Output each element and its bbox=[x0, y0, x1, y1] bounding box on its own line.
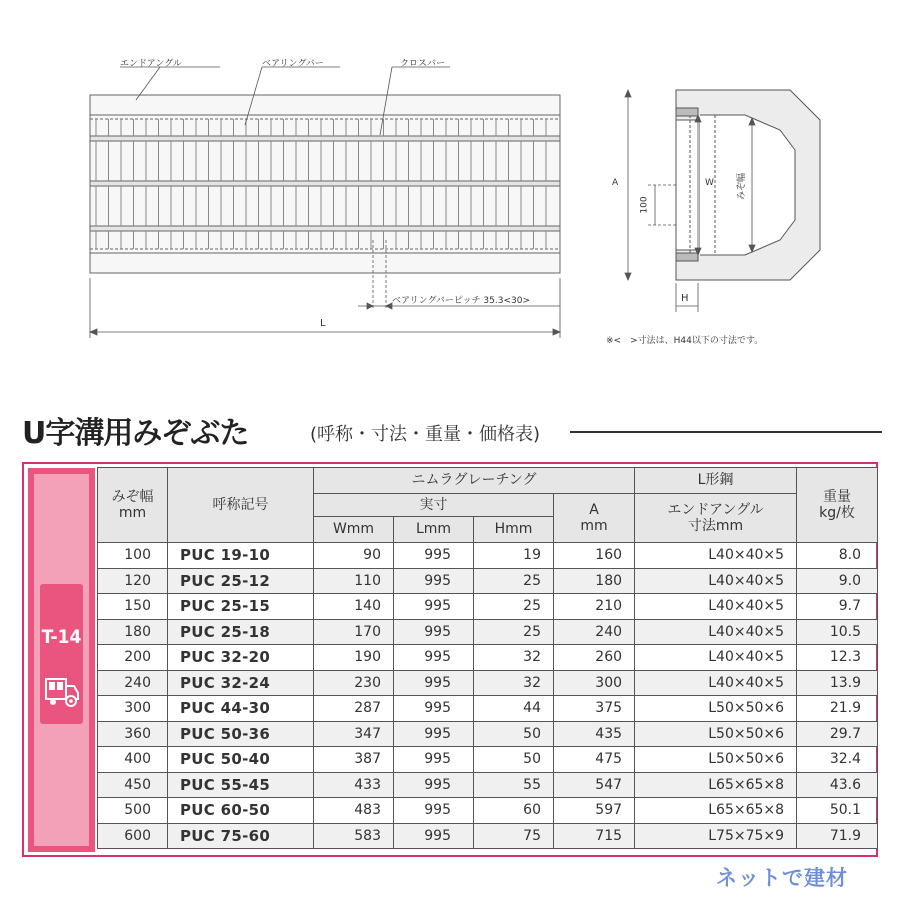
label-bearing-bar: ベアリングバー bbox=[262, 59, 324, 69]
cell-width: 240 bbox=[98, 670, 168, 696]
cell-l: 995 bbox=[394, 747, 474, 773]
table-body bbox=[98, 543, 878, 849]
cell-angle: L40×40×5 bbox=[635, 568, 797, 594]
cell-w: 230 bbox=[314, 670, 394, 696]
cell-a: 375 bbox=[554, 696, 635, 722]
cell-code: PUC 25-12 bbox=[168, 568, 314, 594]
cell-h: 32 bbox=[474, 670, 554, 696]
cell-h: 75 bbox=[474, 823, 554, 849]
truck-icon bbox=[44, 676, 80, 708]
cell-code: PUC 60-50 bbox=[168, 798, 314, 824]
cell-width: 400 bbox=[98, 747, 168, 773]
cell-l: 995 bbox=[394, 772, 474, 798]
table-row bbox=[98, 823, 878, 849]
label-a: A bbox=[612, 178, 619, 188]
cell-a: 260 bbox=[554, 645, 635, 671]
cell-code: PUC 32-20 bbox=[168, 645, 314, 671]
cell-width: 150 bbox=[98, 594, 168, 620]
cell-code: PUC 19-10 bbox=[168, 543, 314, 569]
cell-l: 995 bbox=[394, 696, 474, 722]
cell-kg: 32.4 bbox=[797, 747, 878, 773]
cell-l: 995 bbox=[394, 798, 474, 824]
cell-code: PUC 25-18 bbox=[168, 619, 314, 645]
cell-kg: 21.9 bbox=[797, 696, 878, 722]
cell-code: PUC 50-40 bbox=[168, 747, 314, 773]
header-code: 呼称記号 bbox=[168, 468, 314, 543]
cell-angle: L65×65×8 bbox=[635, 798, 797, 824]
cell-l: 995 bbox=[394, 543, 474, 569]
cell-width: 180 bbox=[98, 619, 168, 645]
label-h: H bbox=[681, 293, 689, 304]
cell-a: 180 bbox=[554, 568, 635, 594]
label-pitch: ベアリングバーピッチ 35.3<30> bbox=[392, 296, 530, 306]
header-mizohaba bbox=[98, 468, 168, 543]
page-subtitle: (呼称・寸法・重量・価格表) bbox=[310, 424, 541, 445]
table-row bbox=[98, 645, 878, 671]
cell-h: 25 bbox=[474, 619, 554, 645]
category-tab bbox=[28, 468, 95, 852]
cell-h: 32 bbox=[474, 645, 554, 671]
technical-drawing bbox=[0, 0, 900, 380]
cell-kg: 29.7 bbox=[797, 721, 878, 747]
table-row bbox=[98, 772, 878, 798]
table-row bbox=[98, 747, 878, 773]
header-end-angle-unit: 寸法mm bbox=[687, 518, 744, 534]
cell-angle: L75×75×9 bbox=[635, 823, 797, 849]
header-weight-label: 重量 bbox=[823, 488, 852, 505]
plan-view bbox=[90, 95, 560, 273]
cell-a: 210 bbox=[554, 594, 635, 620]
cell-kg: 9.7 bbox=[797, 594, 878, 620]
header-a-label: A bbox=[589, 501, 599, 518]
cell-width: 360 bbox=[98, 721, 168, 747]
cell-l: 995 bbox=[394, 594, 474, 620]
header-end-angle-label: エンドアングル bbox=[667, 501, 764, 518]
cell-a: 300 bbox=[554, 670, 635, 696]
cell-w: 387 bbox=[314, 747, 394, 773]
header-a bbox=[554, 494, 635, 543]
header-w: Wmm bbox=[314, 517, 394, 543]
cell-kg: 13.9 bbox=[797, 670, 878, 696]
label-length: L bbox=[320, 318, 326, 329]
cell-w: 170 bbox=[314, 619, 394, 645]
cell-width: 300 bbox=[98, 696, 168, 722]
spec-table bbox=[97, 467, 878, 849]
cell-angle: L40×40×5 bbox=[635, 543, 797, 569]
cell-a: 435 bbox=[554, 721, 635, 747]
cell-width: 200 bbox=[98, 645, 168, 671]
table-row bbox=[98, 721, 878, 747]
length-dimension bbox=[90, 278, 560, 338]
cell-h: 50 bbox=[474, 747, 554, 773]
cell-a: 240 bbox=[554, 619, 635, 645]
cell-angle: L50×50×6 bbox=[635, 747, 797, 773]
label-w: W bbox=[705, 178, 714, 188]
cell-w: 190 bbox=[314, 645, 394, 671]
header-h: Hmm bbox=[474, 517, 554, 543]
cell-kg: 9.0 bbox=[797, 568, 878, 594]
table-row bbox=[98, 619, 878, 645]
cell-w: 483 bbox=[314, 798, 394, 824]
cell-w: 583 bbox=[314, 823, 394, 849]
cell-a: 597 bbox=[554, 798, 635, 824]
header-a-unit: mm bbox=[580, 518, 608, 534]
label-end-angle: エンドアングル bbox=[120, 59, 182, 69]
cell-a: 475 bbox=[554, 747, 635, 773]
cell-w: 433 bbox=[314, 772, 394, 798]
cell-width: 120 bbox=[98, 568, 168, 594]
cell-code: PUC 25-15 bbox=[168, 594, 314, 620]
table-row bbox=[98, 670, 878, 696]
cell-kg: 12.3 bbox=[797, 645, 878, 671]
cell-l: 995 bbox=[394, 721, 474, 747]
cell-w: 140 bbox=[314, 594, 394, 620]
cell-code: PUC 75-60 bbox=[168, 823, 314, 849]
cell-l: 995 bbox=[394, 645, 474, 671]
cell-l: 995 bbox=[394, 568, 474, 594]
cell-width: 500 bbox=[98, 798, 168, 824]
cell-a: 547 bbox=[554, 772, 635, 798]
header-grating: ニムラグレーチング bbox=[314, 468, 635, 494]
cell-angle: L50×50×6 bbox=[635, 721, 797, 747]
cell-l: 995 bbox=[394, 670, 474, 696]
cell-kg: 50.1 bbox=[797, 798, 878, 824]
cell-angle: L65×65×8 bbox=[635, 772, 797, 798]
cell-w: 110 bbox=[314, 568, 394, 594]
cell-l: 995 bbox=[394, 619, 474, 645]
cell-h: 44 bbox=[474, 696, 554, 722]
cell-h: 55 bbox=[474, 772, 554, 798]
cell-l: 995 bbox=[394, 823, 474, 849]
tab-badge bbox=[40, 584, 83, 724]
cell-width: 100 bbox=[98, 543, 168, 569]
cell-h: 25 bbox=[474, 568, 554, 594]
page-title: U字溝用みぞぶた bbox=[22, 416, 249, 451]
label-mizohaba: みぞ幅 bbox=[737, 172, 748, 201]
cell-angle: L40×40×5 bbox=[635, 619, 797, 645]
heading-rule bbox=[570, 431, 882, 433]
cell-angle: L40×40×5 bbox=[635, 645, 797, 671]
label-100: 100 bbox=[639, 196, 650, 214]
cell-w: 90 bbox=[314, 543, 394, 569]
cell-code: PUC 32-24 bbox=[168, 670, 314, 696]
cell-code: PUC 50-36 bbox=[168, 721, 314, 747]
cell-h: 19 bbox=[474, 543, 554, 569]
table-row bbox=[98, 594, 878, 620]
header-weight-unit: kg/枚 bbox=[819, 505, 855, 521]
watermark: ネットで建材 bbox=[716, 866, 848, 890]
cell-h: 60 bbox=[474, 798, 554, 824]
drawing-note: ※< >寸法は、H44以下の寸法です。 bbox=[606, 336, 764, 346]
header-mizohaba-unit: mm bbox=[118, 505, 147, 521]
tab-code: T-14 bbox=[41, 626, 82, 648]
header-weight bbox=[797, 468, 878, 543]
header-lsteel: L形鋼 bbox=[635, 468, 797, 494]
cell-kg: 71.9 bbox=[797, 823, 878, 849]
header-mizohaba-label: みぞ幅 bbox=[111, 488, 154, 505]
cell-a: 715 bbox=[554, 823, 635, 849]
header-l: Lmm bbox=[394, 517, 474, 543]
tab-inner bbox=[34, 474, 89, 846]
cell-kg: 8.0 bbox=[797, 543, 878, 569]
cell-h: 25 bbox=[474, 594, 554, 620]
section-heading bbox=[22, 408, 882, 452]
table-row bbox=[98, 543, 878, 569]
table-row bbox=[98, 696, 878, 722]
table-row bbox=[98, 568, 878, 594]
cell-code: PUC 55-45 bbox=[168, 772, 314, 798]
cell-code: PUC 44-30 bbox=[168, 696, 314, 722]
cell-w: 287 bbox=[314, 696, 394, 722]
table-row bbox=[98, 798, 878, 824]
cell-a: 160 bbox=[554, 543, 635, 569]
cell-width: 450 bbox=[98, 772, 168, 798]
cell-kg: 43.6 bbox=[797, 772, 878, 798]
header-end-angle bbox=[635, 494, 797, 543]
header-actual: 実寸 bbox=[314, 494, 554, 517]
cell-h: 50 bbox=[474, 721, 554, 747]
cell-kg: 10.5 bbox=[797, 619, 878, 645]
label-cross-bar: クロスバー bbox=[400, 59, 446, 69]
cell-angle: L40×40×5 bbox=[635, 594, 797, 620]
cell-width: 600 bbox=[98, 823, 168, 849]
cell-angle: L50×50×6 bbox=[635, 696, 797, 722]
cell-w: 347 bbox=[314, 721, 394, 747]
cell-angle: L40×40×5 bbox=[635, 670, 797, 696]
table-header-row bbox=[98, 468, 878, 494]
